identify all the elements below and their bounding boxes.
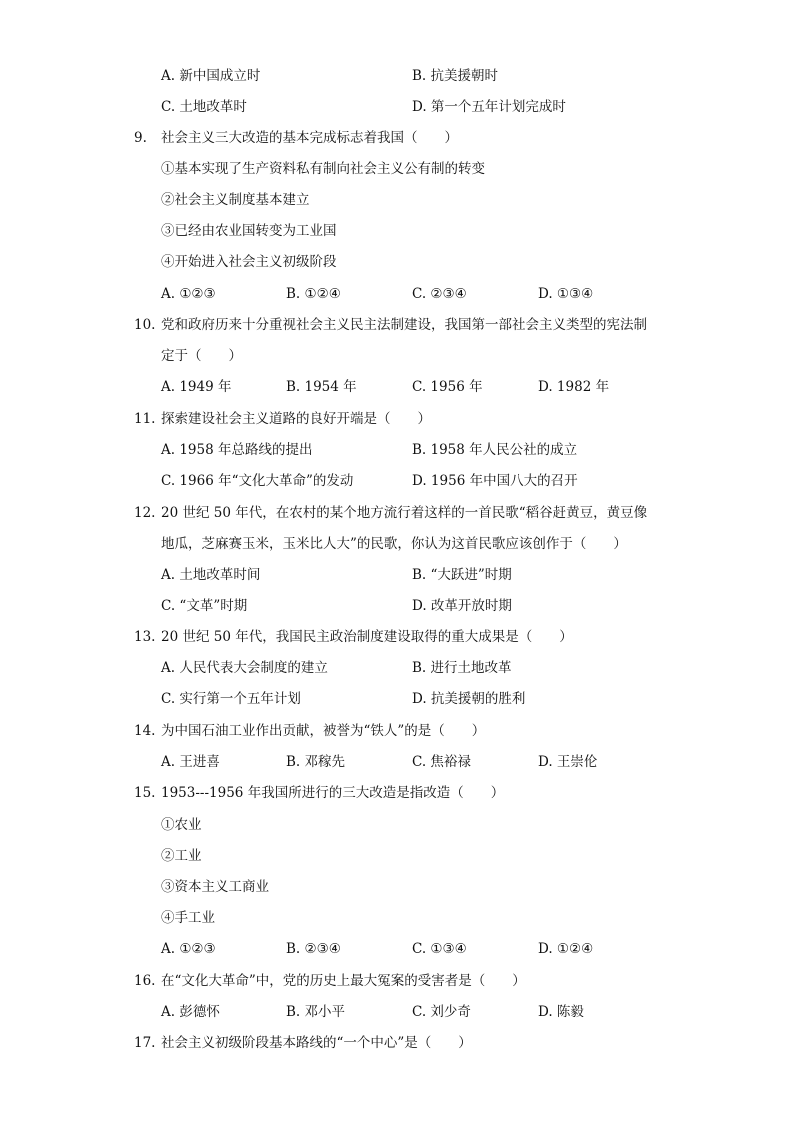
option-c: C. ①③④ <box>412 941 467 957</box>
question-stem-continued: 定于（ ） <box>161 348 242 364</box>
question-number: 10. <box>134 317 156 333</box>
question-stem: 党和政府历来十分重视社会主义民主法制建设，我国第一部社会主义类型的宪法制 <box>161 317 647 333</box>
question-stem-continued: 地瓜，芝麻赛玉米，玉米比人大”的民歌，你认为这首民歌应该创作于（ ） <box>161 536 627 552</box>
option-c: C. “文革”时期 <box>161 598 248 614</box>
question-stem: 20 世纪 50 年代，在农村的某个地方流行着这样的一首民歌“稻谷赶黄豆，黄豆像 <box>161 505 648 521</box>
option-d: D. 抗美援朝的胜利 <box>412 691 526 707</box>
question-statement: ③已经由农业国转变为工业国 <box>161 223 337 239</box>
option-b: B. 1954 年 <box>286 379 357 395</box>
option-d: D. ①③④ <box>538 286 594 302</box>
question-stem: 1953---1956 年我国所进行的三大改造是指改造（ ） <box>161 785 505 801</box>
question-number: 16. <box>134 973 156 989</box>
question-number: 9. <box>134 130 147 146</box>
question-statement: ①农业 <box>161 817 202 833</box>
option-d: D. 1982 年 <box>538 379 610 395</box>
question-stem: 20 世纪 50 年代，我国民主政治制度建设取得的重大成果是（ ） <box>161 629 573 645</box>
option-b: B. 抗美援朝时 <box>412 68 499 84</box>
option-b: B. 邓小平 <box>286 1004 346 1020</box>
question-number: 12. <box>134 505 156 521</box>
option-c: C. 焦裕禄 <box>412 754 471 770</box>
question-statement: ②社会主义制度基本建立 <box>161 192 310 208</box>
question-stem: 探索建设社会主义道路的良好开端是（ ） <box>161 411 431 427</box>
option-a: A. 1958 年总路线的提出 <box>161 442 313 458</box>
option-c: C. 1956 年 <box>412 379 483 395</box>
option-b: B. 1958 年人民公社的成立 <box>412 442 578 458</box>
question-number: 15. <box>134 785 156 801</box>
question-number: 13. <box>134 629 156 645</box>
option-d: D. 改革开放时期 <box>412 598 512 614</box>
option-a: A. 王进喜 <box>161 754 220 770</box>
question-stem: 社会主义三大改造的基本完成标志着我国（ ） <box>161 130 458 146</box>
option-b: B. ②③④ <box>286 941 341 957</box>
option-a: A. 土地改革时间 <box>161 567 261 583</box>
option-a: A. 彭德怀 <box>161 1004 220 1020</box>
option-a: A. 1949 年 <box>161 379 232 395</box>
question-number: 11. <box>134 411 156 427</box>
question-stem: 社会主义初级阶段基本路线的“一个中心”是（ ） <box>161 1035 472 1051</box>
question-stem: 为中国石油工业作出贡献，被誉为“铁人”的是（ ） <box>161 723 486 739</box>
option-b: B. 进行土地改革 <box>412 660 512 676</box>
question-statement: ②工业 <box>161 848 202 864</box>
option-d: D. ①②④ <box>538 941 594 957</box>
option-c: C. 1966 年“文化大革命”的发动 <box>161 473 354 489</box>
question-statement: ③资本主义工商业 <box>161 879 269 895</box>
option-c: C. 土地改革时 <box>161 99 247 115</box>
question-number: 17. <box>134 1035 156 1051</box>
question-number: 14. <box>134 723 156 739</box>
option-d: D. 陈毅 <box>538 1004 584 1020</box>
option-b: B. 邓稼先 <box>286 754 346 770</box>
question-statement: ④开始进入社会主义初级阶段 <box>161 254 337 270</box>
option-a: A. ①②③ <box>161 286 216 302</box>
question-stem: 在“文化大革命”中，党的历史上最大冤案的受害者是（ ） <box>161 973 526 989</box>
option-b: B. ①②④ <box>286 286 341 302</box>
option-a: A. ①②③ <box>161 941 216 957</box>
question-statement: ①基本实现了生产资料私有制向社会主义公有制的转变 <box>161 161 485 177</box>
option-a: A. 新中国成立时 <box>161 68 261 84</box>
option-c: C. 刘少奇 <box>412 1004 471 1020</box>
option-a: A. 人民代表大会制度的建立 <box>161 660 328 676</box>
option-c: C. 实行第一个五年计划 <box>161 691 301 707</box>
option-d: D. 1956 年中国八大的召开 <box>412 473 578 489</box>
option-d: D. 第一个五年计划完成时 <box>412 99 566 115</box>
option-d: D. 王崇伦 <box>538 754 598 770</box>
question-statement: ④手工业 <box>161 910 215 926</box>
option-c: C. ②③④ <box>412 286 467 302</box>
option-b: B. “大跃进”时期 <box>412 567 512 583</box>
